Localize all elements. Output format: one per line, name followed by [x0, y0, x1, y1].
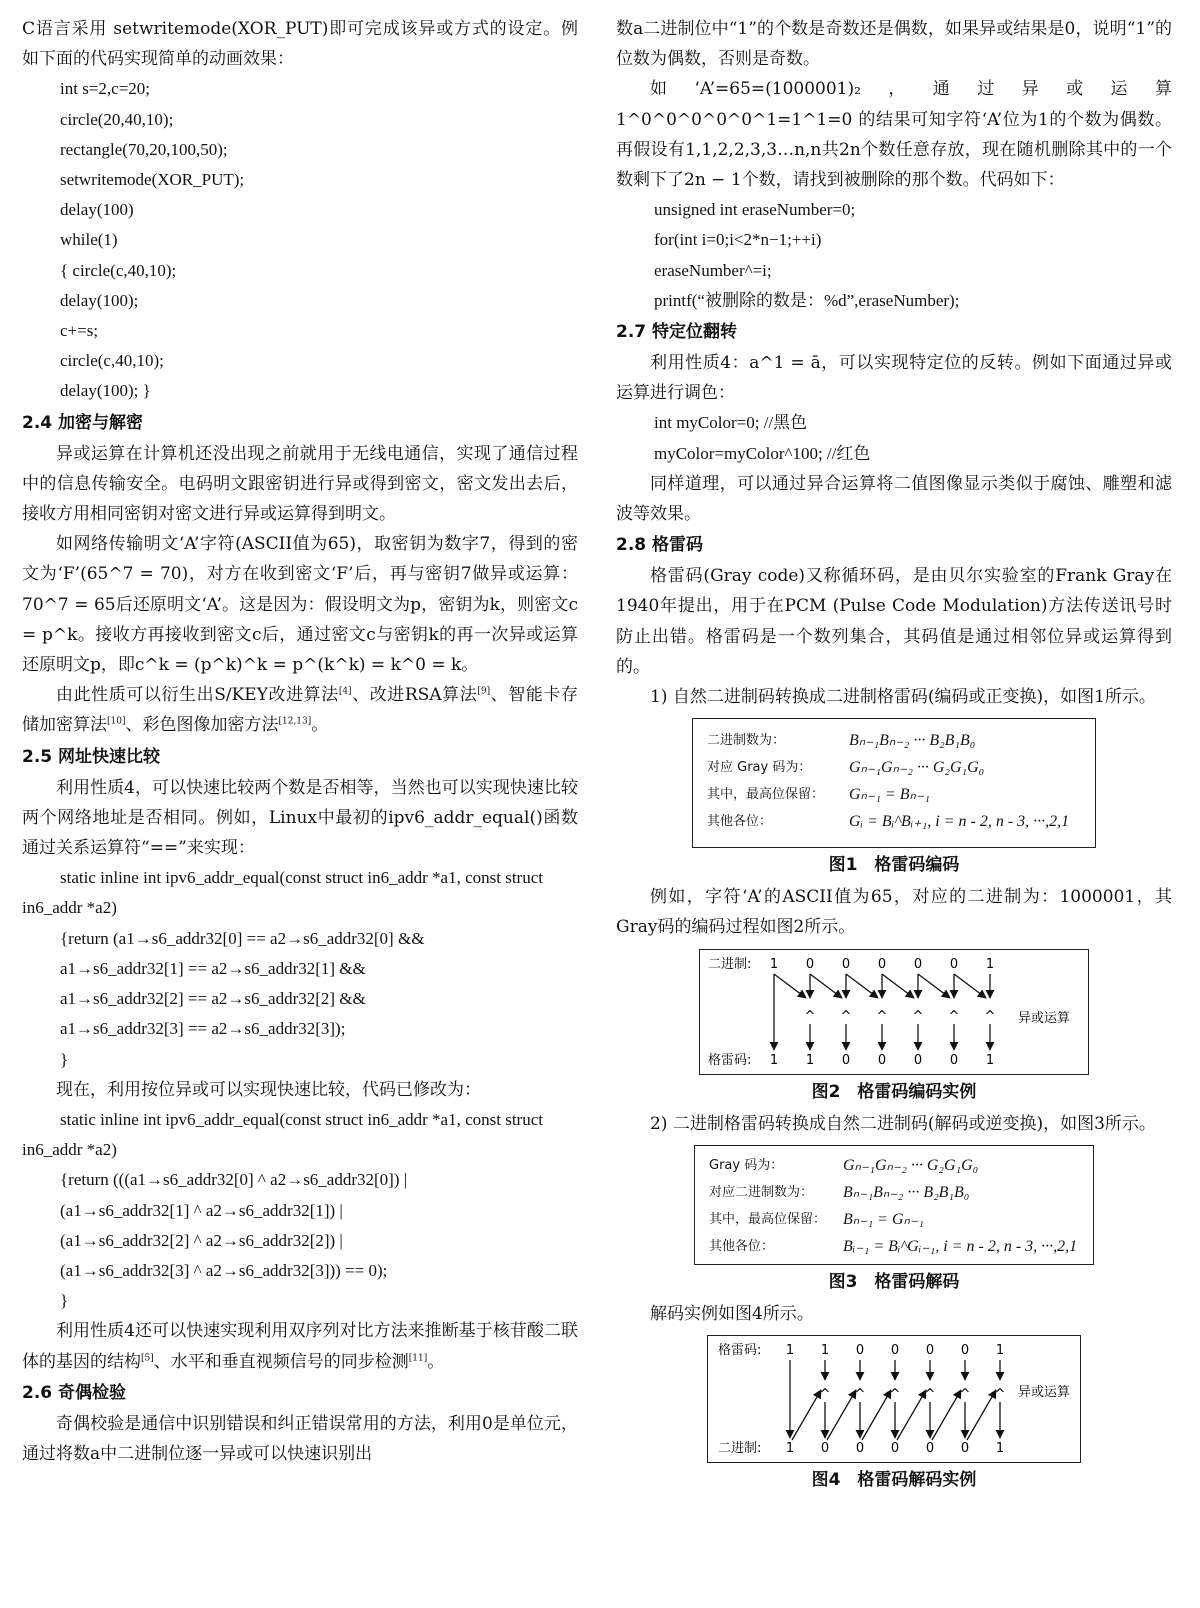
- bottom-bit: 0: [913, 1052, 923, 1068]
- code-line: }: [60, 1291, 69, 1311]
- paragraph: 异或运算在计算机还没出现之前就用于无线电通信，实现了通信过程中的信息传输安全。电码明文跟密钥进行异或得到密文，密文发出去后，接收方用相同密钥对密文进行异或运算得到明文。: [22, 443, 578, 525]
- xor-caret: ^: [854, 1387, 866, 1403]
- top-bit: 1: [820, 1343, 830, 1359]
- code-line: setwritemode(XOR_PUT);: [60, 170, 245, 190]
- xor-caret: ^: [804, 1008, 816, 1024]
- bottom-bit: 0: [925, 1441, 935, 1457]
- bottom-bit: 0: [877, 1052, 887, 1068]
- paragraph: 如网络传输明文‘A’字符(ASCII值为65)，取密钥为数字7，得到的密文为‘F’(65^7 = 70)，对方在收到密文‘F’后，再与密钥7做异或运算：70^7 = 65后还原明文‘A’。这是因为：假设明文为p，密钥为k，则密文c = p^k。接收方再接收到密文c后，通过密文c与密钥k的再一次异或运算还原明文p，即c^k = (p^k)^k = p^(k^k) = k^0 = k。: [22, 534, 578, 676]
- top-bit: 1: [995, 1343, 1005, 1359]
- code-line: circle(c,40,10);: [60, 351, 164, 371]
- xor-label: 异或运算: [1018, 1010, 1071, 1026]
- code-block-erase-number: [616, 195, 1172, 316]
- code-line: {return (a1→s6_addr32[0] == a2→s6_addr32[0] &&: [60, 928, 425, 948]
- formula-label: 其中，最高位保留：: [709, 1211, 827, 1227]
- feedback-arrow: [827, 1390, 856, 1440]
- code-line: rectangle(70,20,100,50);: [60, 139, 228, 159]
- formula-label: 其他各位：: [709, 1238, 775, 1254]
- bottom-bit: 1: [995, 1441, 1005, 1457]
- bottom-bit: 1: [805, 1052, 815, 1068]
- bottom-bit: 0: [960, 1441, 970, 1457]
- code-line: delay(100): [60, 200, 134, 220]
- xor-caret: ^: [924, 1387, 936, 1403]
- code-line: delay(100); }: [60, 381, 151, 401]
- citation: [11]: [408, 1352, 428, 1363]
- section-heading: 2.8 格雷码: [616, 535, 704, 556]
- citation: [9]: [477, 686, 491, 697]
- code-line: static inline int ipv6_addr_equal(const struct in6_addr *a1, const struct in6_addr *a2): [22, 868, 543, 918]
- section-heading: 2.7 特定位翻转: [616, 322, 738, 343]
- top-bit: 1: [769, 956, 779, 972]
- top-bit: 0: [841, 956, 851, 972]
- code-line: while(1): [60, 230, 118, 250]
- xor-caret: ^: [948, 1008, 960, 1024]
- diagonal-arrow: [774, 974, 806, 998]
- code-line: {return (((a1→s6_addr32[0] ^ a2→s6_addr32[0]) |: [60, 1170, 408, 1190]
- formula-value: Gᵢ = Bᵢ^Bᵢ₊₁, i = n - 2, n - 3, ···,2,1: [849, 813, 1070, 831]
- figure-1-gray-encoding: [692, 718, 1096, 848]
- feedback-arrow: [967, 1390, 996, 1440]
- row-label-binary: 二进制:: [708, 956, 752, 972]
- citation: [10]: [107, 716, 126, 727]
- formula-value: Bᵢ₋₁ = Bᵢ^Gᵢ₋₁, i = n - 2, n - 3, ···,2,1: [843, 1237, 1078, 1255]
- formula-label: 对应 Gray 码为：: [707, 760, 812, 776]
- code-line: for(int i=0;i<2*n−1;++i): [654, 230, 822, 250]
- row-label-binary: 二进制:: [718, 1441, 762, 1457]
- formula-label: 其中，最高位保留：: [707, 787, 825, 803]
- encoding-diagram: [700, 950, 1087, 1073]
- diagonal-arrow: [954, 974, 986, 998]
- code-line: printf(“被删除的数是：%d”,eraseNumber);: [654, 290, 960, 310]
- top-bit: 0: [855, 1343, 865, 1359]
- diagonal-arrow: [846, 974, 878, 998]
- code-line: a1→s6_addr32[2] == a2→s6_addr32[2] &&: [60, 989, 366, 1009]
- top-bit: 0: [960, 1343, 970, 1359]
- top-bit: 0: [805, 956, 815, 972]
- bottom-bit: 1: [985, 1052, 995, 1068]
- bottom-bit: 0: [820, 1441, 830, 1457]
- bottom-bit: 0: [949, 1052, 959, 1068]
- code-line: c+=s;: [60, 321, 99, 341]
- xor-label: 异或运算: [1018, 1385, 1071, 1401]
- paragraph: 例如，字符‘A’的ASCII值为65，对应的二进制为：1000001，其Gray码的编码过程如图2所示。: [616, 887, 1172, 938]
- diagonal-arrow: [918, 974, 950, 998]
- code-line: (a1→s6_addr32[3] ^ a2→s6_addr32[3])) == 0);: [60, 1260, 388, 1280]
- xor-caret: ^: [994, 1387, 1006, 1403]
- code-line: int s=2,c=20;: [60, 79, 151, 99]
- top-bit: 0: [877, 956, 887, 972]
- xor-caret: ^: [876, 1008, 888, 1024]
- citation: [5]: [141, 1352, 154, 1363]
- figure-caption: 图1 格雷码编码: [828, 855, 960, 876]
- code-line: (a1→s6_addr32[1] ^ a2→s6_addr32[1]) |: [60, 1200, 343, 1220]
- formula-value: Bₙ₋₁ = Gₙ₋₁: [843, 1210, 924, 1228]
- bottom-bit: 0: [841, 1052, 851, 1068]
- code-line: a1→s6_addr32[3] == a2→s6_addr32[3]);: [60, 1019, 346, 1039]
- top-bit: 0: [890, 1343, 900, 1359]
- paragraph: 如‘A’=65=(1000001)₂，通过异或运算 1^0^0^0^0^0^1=1^1=0 的结果可知字符‘A’位为1的个数为偶数。再假设有1,1,2,2,3,3…n,n共2n个数任意存放，现在随机删除其中的一个数剩下了2n − 1个数，请找到被删除的那个数。代码如下：: [616, 79, 1172, 191]
- code-block-animation: [22, 74, 578, 406]
- right-column: [616, 14, 1172, 1497]
- paragraph: C语言采用 setwritemode(XOR_PUT)即可完成该异或方式的设定。例如下面的代码实现简单的动画效果：: [22, 19, 578, 70]
- citation: [4]: [338, 686, 352, 697]
- formula-value: Bₙ₋₁Bₙ₋₂ ··· B₂B₁B₀: [843, 1183, 970, 1201]
- section-heading: 2.5 网址快速比较: [22, 746, 161, 767]
- formula-label: Gray 码为：: [709, 1157, 784, 1173]
- code-line: { circle(c,40,10);: [60, 260, 177, 280]
- xor-caret: ^: [840, 1008, 852, 1024]
- bottom-bit: 1: [769, 1052, 779, 1068]
- top-bit: 0: [925, 1343, 935, 1359]
- paragraph: 数a二进制位中“1”的个数是奇数还是偶数，如果异或结果是0，说明“1”的位数为偶数，否则是奇数。: [616, 19, 1172, 70]
- xor-caret: ^: [959, 1387, 971, 1403]
- left-column: [22, 14, 578, 1469]
- paragraph: 同样道理，可以通过异合运算将二值图像显示类似于腐蚀、雕塑和滤波等效果。: [616, 473, 1172, 525]
- feedback-arrow: [792, 1390, 821, 1440]
- figure-caption: 图4 格雷码解码实例: [811, 1470, 977, 1491]
- paragraph: 利用性质4还可以快速实现利用双序列对比方法来推断基于核苷酸二联体的基因的结构[5]、水平和垂直视频信号的同步检测[11]。: [22, 1321, 578, 1372]
- citation: [12,13]: [278, 716, 312, 727]
- code-line: }: [60, 1049, 69, 1069]
- formula-value: Gₙ₋₁Gₙ₋₂ ··· G₂G₁G₀: [849, 759, 985, 777]
- formula-label: 其他各位：: [707, 814, 773, 830]
- formula-value: Bₙ₋₁Bₙ₋₂ ··· B₂B₁B₀: [849, 732, 976, 750]
- code-block-color: [616, 408, 1172, 468]
- code-block-ipv6-original: [22, 863, 578, 1074]
- paragraph: 格雷码(Gray code)又称循环码，是由贝尔实验室的Frank Gray在1940年提出，用于在PCM (Pulse Code Modulation)方法传送讯号时防止出错。格雷码是一个数列集合，其码值是通过相邻位异或运算得到的。: [616, 566, 1172, 677]
- figure-3-gray-decoding: [694, 1145, 1094, 1265]
- feedback-arrow: [897, 1390, 926, 1440]
- section-heading: 2.4 加密与解密: [22, 412, 144, 433]
- code-line: (a1→s6_addr32[2] ^ a2→s6_addr32[2]) |: [60, 1230, 343, 1250]
- figure-4-decoding-example: [707, 1335, 1081, 1463]
- paragraph: 1) 自然二进制码转换成二进制格雷码(编码或正变换)，如图1所示。: [650, 687, 1156, 708]
- figure-2-encoding-example: [699, 949, 1089, 1075]
- section-heading: 2.6 奇偶检验: [22, 1382, 127, 1403]
- diagonal-arrow: [882, 974, 914, 998]
- code-line: myColor=myColor^100; //红色: [654, 443, 871, 463]
- xor-caret: ^: [912, 1008, 924, 1024]
- row-label-gray: 格雷码:: [718, 1343, 762, 1359]
- xor-caret: ^: [984, 1008, 996, 1024]
- xor-caret: ^: [889, 1387, 901, 1403]
- paragraph: 由此性质可以衍生出S/KEY改进算法[4]、改进RSA算法[9]、智能卡存储加密算法[10]、彩色图像加密方法[12,13]。: [22, 685, 578, 736]
- code-line: circle(20,40,10);: [60, 109, 174, 129]
- top-bit: 1: [785, 1343, 795, 1359]
- paragraph: 解码实例如图4所示。: [650, 1303, 814, 1324]
- formula-value: Gₙ₋₁ = Bₙ₋₁: [849, 786, 930, 804]
- code-line: delay(100);: [60, 290, 139, 310]
- feedback-arrow: [932, 1390, 961, 1440]
- bottom-bit: 1: [785, 1441, 795, 1457]
- code-line: unsigned int eraseNumber=0;: [654, 200, 856, 220]
- figure-caption: 图2 格雷码编码实例: [811, 1081, 977, 1102]
- code-line: eraseNumber^=i;: [654, 260, 772, 280]
- bottom-bit: 0: [855, 1441, 865, 1457]
- feedback-arrow: [862, 1390, 891, 1440]
- row-label-gray: 格雷码:: [708, 1052, 752, 1068]
- figure-caption: 图3 格雷码解码: [828, 1271, 960, 1292]
- paragraph: 奇偶校验是通信中识别错误和纠正错误常用的方法，利用0是单位元，通过将数a中二进制位逐一异或可以快速识别出: [22, 1413, 578, 1464]
- paragraph: 利用性质4：a^1 = ā，可以实现特定位的反转。例如下面通过异或运算进行调色：: [616, 353, 1172, 404]
- formula-label: 对应二进制数为：: [709, 1184, 814, 1200]
- code-line: int myColor=0; //黑色: [654, 413, 808, 433]
- formula-value: Gₙ₋₁Gₙ₋₂ ··· G₂G₁G₀: [843, 1156, 979, 1174]
- diagonal-arrow: [810, 974, 842, 998]
- paragraph: 利用性质4，可以快速比较两个数是否相等，当然也可以实现快速比较两个网络地址是否相同。例如，Linux中最初的ipv6_addr_equal()函数通过关系运算符“==”来实现：: [22, 777, 578, 859]
- decoding-diagram: [708, 1336, 1079, 1461]
- top-bit: 0: [949, 956, 959, 972]
- paragraph: 2) 二进制格雷码转换成自然二进制码(解码或逆变换)，如图3所示。: [650, 1113, 1156, 1134]
- top-bit: 1: [985, 956, 995, 972]
- code-block-ipv6-xor: [22, 1105, 578, 1316]
- code-line: static inline int ipv6_addr_equal(const struct in6_addr *a1, const struct in6_addr *a2): [22, 1109, 543, 1160]
- xor-caret: ^: [819, 1387, 831, 1403]
- paragraph: 现在，利用按位异或可以实现快速比较，代码已修改为：: [56, 1079, 481, 1100]
- top-bit: 0: [913, 956, 923, 972]
- formula-label: 二进制数为：: [707, 733, 786, 749]
- code-line: a1→s6_addr32[1] == a2→s6_addr32[1] &&: [60, 958, 366, 978]
- bottom-bit: 0: [890, 1441, 900, 1457]
